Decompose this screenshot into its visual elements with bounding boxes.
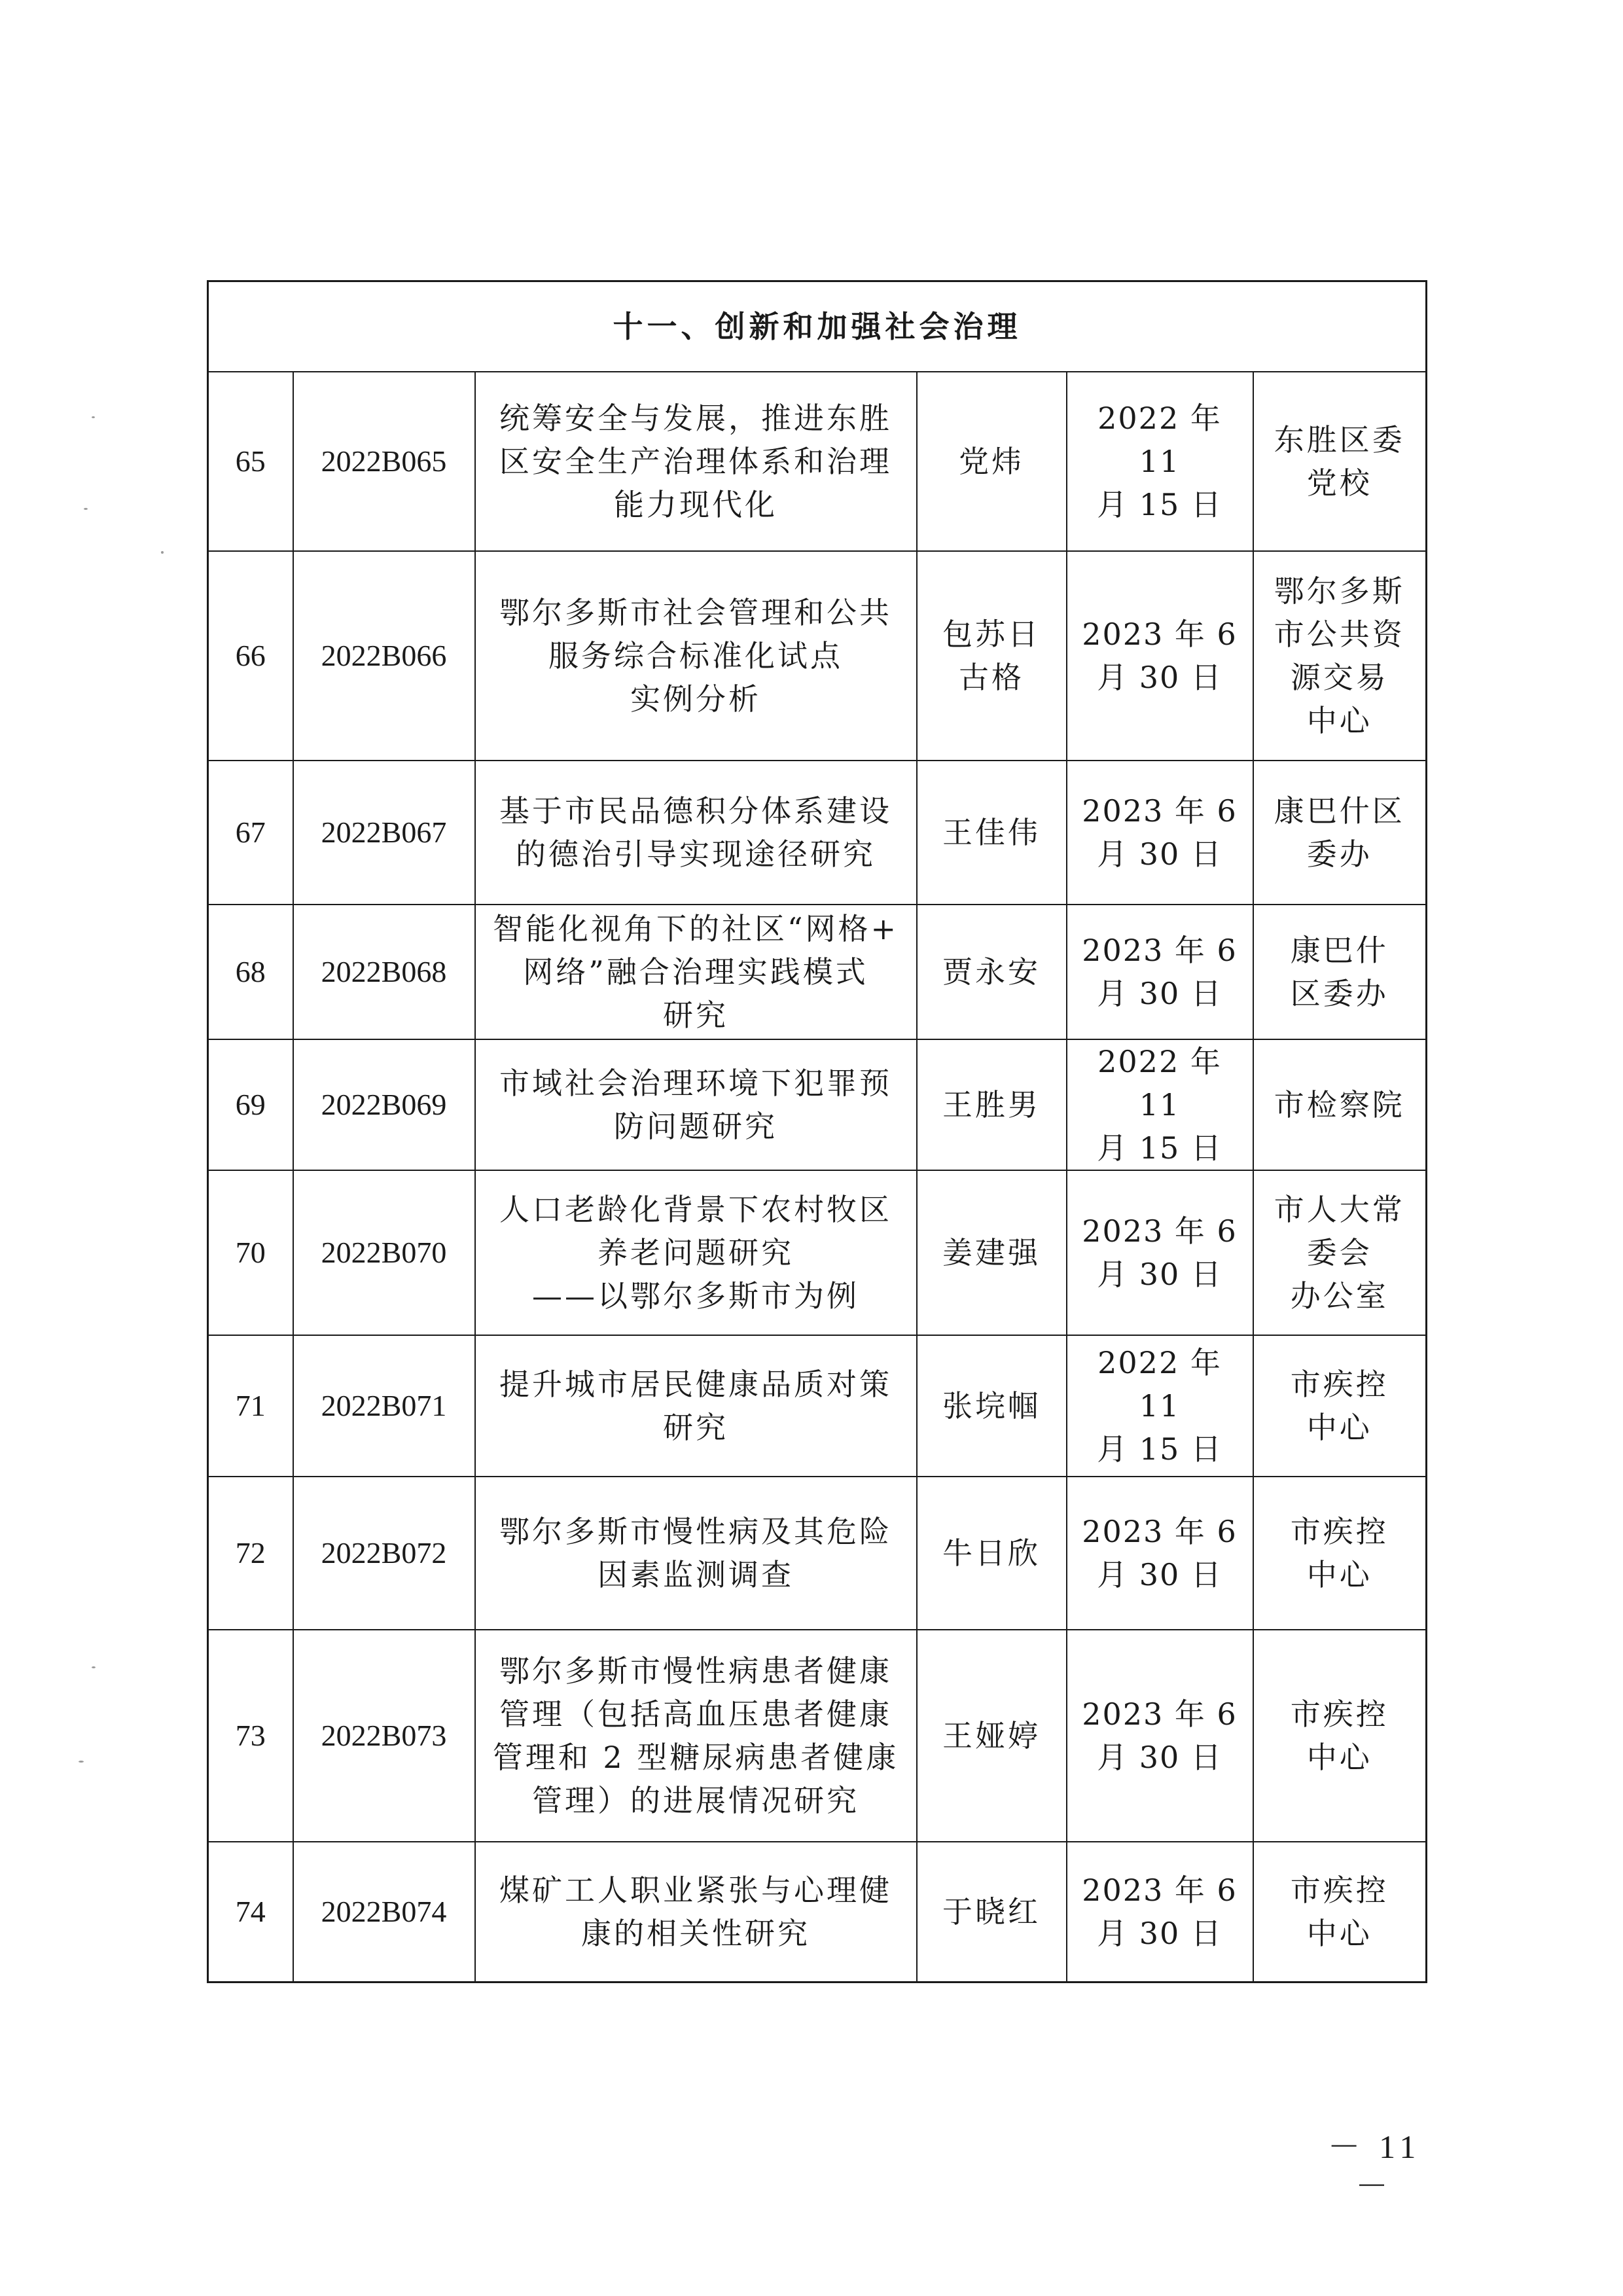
project-title (475, 1630, 917, 1842)
project-title-line: 统筹安全与发展，推进东胜 (499, 401, 892, 436)
project-code: 2022B070 (293, 1170, 475, 1335)
completion-date-line: 月 30 日 (1097, 1557, 1222, 1592)
project-leader-line: 牛日欣 (942, 1535, 1041, 1571)
completion-date-line: 月 30 日 (1097, 1915, 1222, 1951)
responsible-unit-line: 中心 (1306, 1915, 1372, 1951)
project-title (475, 1335, 917, 1477)
responsible-unit-line: 市疾控 (1290, 1696, 1389, 1732)
row-number: 68 (208, 905, 293, 1039)
completion-date-line: 2023 年 6 (1082, 1696, 1238, 1732)
responsible-unit-line: 办公室 (1290, 1278, 1389, 1314)
section-header-row (208, 281, 1427, 372)
responsible-unit (1253, 1170, 1427, 1335)
project-leader-line: 王胜男 (942, 1087, 1041, 1122)
responsible-unit-line: 党校 (1306, 465, 1372, 501)
project-title-line: 人口老龄化背景下农村牧区 (499, 1192, 892, 1227)
project-title-line: ——以鄂尔多斯市为例 (532, 1278, 859, 1314)
project-leader (917, 551, 1067, 761)
project-title-line: 实例分析 (630, 681, 761, 717)
responsible-unit-line: 中心 (1306, 703, 1372, 738)
responsible-unit-line: 东胜区委 (1274, 422, 1405, 457)
table-row (208, 551, 1427, 761)
project-title-line: 研究 (663, 997, 728, 1033)
completion-date-line: 月 30 日 (1097, 976, 1222, 1011)
completion-date-line: 月 15 日 (1097, 1130, 1222, 1166)
completion-date-line: 月 15 日 (1097, 487, 1222, 522)
project-code: 2022B069 (293, 1039, 475, 1170)
row-number: 66 (208, 551, 293, 761)
project-code: 2022B068 (293, 905, 475, 1039)
project-title-line: 区安全生产治理体系和治理 (499, 444, 892, 479)
completion-date-line: 2022 年 11 (1097, 1345, 1222, 1424)
table-row (208, 1170, 1427, 1335)
page-number: － 11 － (1327, 2128, 1421, 2204)
responsible-unit-line: 市人大常 (1274, 1192, 1405, 1227)
completion-date-line: 月 30 日 (1097, 1257, 1222, 1292)
project-leader-line: 王娅婷 (942, 1718, 1041, 1753)
section-title: 十一、创新和加强社会治理 (208, 281, 1427, 372)
table-row (208, 1477, 1427, 1630)
row-number: 71 (208, 1335, 293, 1477)
responsible-unit-line: 源交易 (1290, 660, 1389, 695)
table-row (208, 1039, 1427, 1170)
project-title-line: 管理和 2 型糖尿病患者健康 (492, 1740, 899, 1775)
project-leader-line: 包苏日 (942, 617, 1041, 652)
project-title-line: 市域社会治理环境下犯罪预 (499, 1066, 892, 1101)
project-title-line: 的德治引导实现途径研究 (516, 836, 876, 872)
project-leader (917, 761, 1067, 905)
project-title-line: 管理）的进展情况研究 (532, 1783, 859, 1818)
project-title-line: 鄂尔多斯市慢性病及其危险 (499, 1514, 892, 1549)
project-code: 2022B073 (293, 1630, 475, 1842)
project-title (475, 1039, 917, 1170)
responsible-unit-line: 市疾控 (1290, 1872, 1389, 1908)
project-title (475, 551, 917, 761)
responsible-unit (1253, 1842, 1427, 1982)
project-title-line: 鄂尔多斯市社会管理和公共 (499, 595, 892, 630)
completion-date-line: 2022 年 11 (1097, 1044, 1222, 1122)
completion-date-line: 2023 年 6 (1082, 1514, 1238, 1549)
project-leader (917, 1630, 1067, 1842)
project-leader-line: 古格 (959, 660, 1024, 695)
project-code: 2022B072 (293, 1477, 475, 1630)
project-leader (917, 1170, 1067, 1335)
completion-date (1067, 1630, 1253, 1842)
completion-date-line: 月 15 日 (1097, 1431, 1222, 1467)
projects-table-body (208, 281, 1427, 1982)
responsible-unit (1253, 551, 1427, 761)
row-number: 67 (208, 761, 293, 905)
responsible-unit (1253, 761, 1427, 905)
responsible-unit (1253, 1477, 1427, 1630)
responsible-unit-line: 中心 (1306, 1410, 1372, 1445)
project-title-line: 网络”融合治理实践模式 (523, 954, 868, 990)
responsible-unit (1253, 372, 1427, 551)
project-title-line: 因素监测调查 (597, 1557, 794, 1592)
row-number: 73 (208, 1630, 293, 1842)
project-leader-line: 于晓红 (942, 1893, 1041, 1929)
responsible-unit-line: 市检察院 (1274, 1087, 1405, 1122)
projects-table (207, 280, 1427, 1983)
completion-date-line: 月 30 日 (1097, 660, 1222, 695)
project-title (475, 1842, 917, 1982)
project-title (475, 372, 917, 551)
completion-date (1067, 1039, 1253, 1170)
completion-date (1067, 551, 1253, 761)
completion-date-line: 月 30 日 (1097, 1740, 1222, 1775)
completion-date (1067, 761, 1253, 905)
table-row (208, 1335, 1427, 1477)
project-title-line: 管理（包括高血压患者健康 (499, 1696, 892, 1732)
project-code: 2022B074 (293, 1842, 475, 1982)
responsible-unit-line: 委会 (1306, 1235, 1372, 1270)
table-row (208, 905, 1427, 1039)
scan-speck (84, 508, 88, 510)
responsible-unit (1253, 905, 1427, 1039)
responsible-unit-line: 康巴什 (1290, 933, 1389, 968)
responsible-unit (1253, 1335, 1427, 1477)
project-leader (917, 1335, 1067, 1477)
project-leader-line: 张垸帼 (942, 1388, 1041, 1424)
project-title-line: 智能化视角下的社区“网格+ (492, 911, 899, 946)
responsible-unit-line: 康巴什区 (1274, 793, 1405, 829)
project-title-line: 服务综合标准化试点 (548, 638, 843, 673)
project-leader (917, 1039, 1067, 1170)
completion-date-line: 2022 年 11 (1097, 401, 1222, 479)
completion-date-line: 2023 年 6 (1082, 1872, 1238, 1908)
project-code: 2022B065 (293, 372, 475, 551)
project-title-line: 鄂尔多斯市慢性病患者健康 (499, 1653, 892, 1689)
project-code: 2022B071 (293, 1335, 475, 1477)
scan-speck (92, 416, 95, 418)
completion-date (1067, 1170, 1253, 1335)
project-leader (917, 1477, 1067, 1630)
row-number: 70 (208, 1170, 293, 1335)
responsible-unit-line: 区委办 (1290, 976, 1389, 1011)
project-title (475, 905, 917, 1039)
completion-date (1067, 1335, 1253, 1477)
project-code: 2022B066 (293, 551, 475, 761)
responsible-unit (1253, 1630, 1427, 1842)
completion-date (1067, 372, 1253, 551)
project-title-line: 康的相关性研究 (581, 1915, 810, 1951)
project-title-line: 防问题研究 (614, 1109, 777, 1144)
project-title-line: 煤矿工人职业紧张与心理健 (499, 1872, 892, 1908)
project-title-line: 基于市民品德积分体系建设 (499, 793, 892, 829)
project-title (475, 1477, 917, 1630)
scan-speck (161, 551, 164, 554)
project-code: 2022B067 (293, 761, 475, 905)
responsible-unit-line: 中心 (1306, 1740, 1372, 1775)
table-row (208, 1630, 1427, 1842)
responsible-unit-line: 市疾控 (1290, 1367, 1389, 1402)
responsible-unit-line: 中心 (1306, 1557, 1372, 1592)
row-number: 74 (208, 1842, 293, 1982)
project-leader (917, 1842, 1067, 1982)
scan-speck (79, 1761, 84, 1763)
table-row (208, 372, 1427, 551)
row-number: 65 (208, 372, 293, 551)
table-row (208, 761, 1427, 905)
completion-date (1067, 1842, 1253, 1982)
responsible-unit (1253, 1039, 1427, 1170)
completion-date-line: 2023 年 6 (1082, 933, 1238, 968)
completion-date (1067, 905, 1253, 1039)
completion-date-line: 2023 年 6 (1082, 617, 1238, 652)
completion-date-line: 2023 年 6 (1082, 1213, 1238, 1249)
responsible-unit-line: 鄂尔多斯 (1274, 573, 1405, 609)
project-leader (917, 905, 1067, 1039)
project-title-line: 提升城市居民健康品质对策 (499, 1367, 892, 1402)
row-number: 72 (208, 1477, 293, 1630)
document-page (207, 280, 1425, 1983)
responsible-unit-line: 市疾控 (1290, 1514, 1389, 1549)
responsible-unit-line: 委办 (1306, 836, 1372, 872)
project-leader (917, 372, 1067, 551)
row-number: 69 (208, 1039, 293, 1170)
scan-speck (92, 1666, 96, 1668)
project-leader-line: 贾永安 (942, 954, 1041, 990)
completion-date-line: 2023 年 6 (1082, 793, 1238, 829)
completion-date (1067, 1477, 1253, 1630)
project-title (475, 1170, 917, 1335)
project-title-line: 研究 (663, 1410, 728, 1445)
table-row (208, 1842, 1427, 1982)
completion-date-line: 月 30 日 (1097, 836, 1222, 872)
project-title-line: 能力现代化 (614, 487, 777, 522)
responsible-unit-line: 市公共资 (1274, 617, 1405, 652)
project-leader-line: 姜建强 (942, 1235, 1041, 1270)
project-title (475, 761, 917, 905)
project-leader-line: 党炜 (959, 444, 1024, 479)
project-leader-line: 王佳伟 (942, 815, 1041, 850)
project-title-line: 养老问题研究 (597, 1235, 794, 1270)
